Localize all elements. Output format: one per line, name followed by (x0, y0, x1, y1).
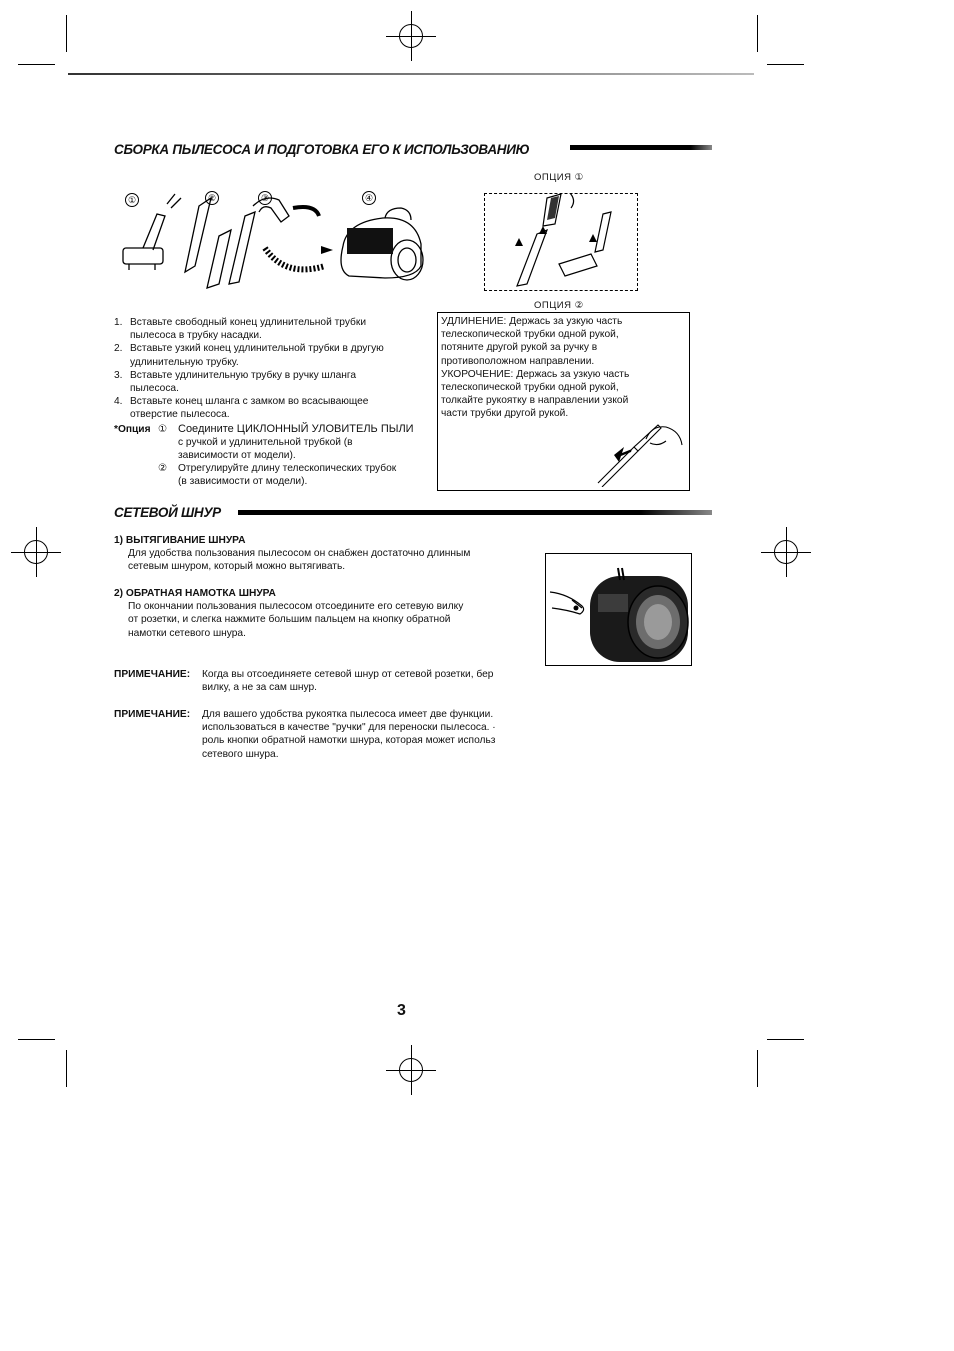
option2-caption: ОПЦИЯ ② (534, 300, 584, 311)
telescope-line: УДЛИНЕНИЕ: Держась за узкую часть (441, 316, 623, 327)
option-1-line2: с ручкой и удлинительной трубкой (в (178, 436, 353, 448)
note-2-label: ПРИМЕЧАНИЕ: (114, 709, 191, 720)
registration-mark-icon (774, 540, 798, 564)
telescope-instructions-box (437, 312, 690, 491)
crop-mark (767, 1039, 804, 1040)
cord-item-1-line: Для удобства пользования пылесосом он снабжен достаточно длинным (128, 548, 471, 560)
note-2-line: роль кнопки обратной намотки шнура, которая может использ (202, 735, 496, 747)
step-3: 3. Вставьте удлинительную трубку в ручку шланга (114, 369, 357, 381)
cord-rewind-illustration (545, 553, 692, 666)
telescope-line: толкайте рукоятку в направлении узкой (441, 395, 629, 407)
option-1: *Опция ① Соедините ЦИКЛОННЫЙ УЛОВИТЕЛЬ ПЫЛИ (114, 422, 414, 435)
section-title-assembly: СБОРКА ПЫЛЕСОСА И ПОДГОТОВКА ЕГО К ИСПОЛЬЗОВАНИЮ (114, 142, 530, 157)
telescope-line: противоположном направлении. (441, 355, 595, 367)
step-4: 4. Вставьте конец шланга с замком во всасывающее (114, 396, 369, 408)
figure-label: ④ (364, 193, 374, 203)
cord-item-2-line: По окончании пользования пылесосом отсоедините его сетевую вилку (128, 601, 464, 613)
page-number: 3 (397, 1002, 406, 1019)
figure-label: ③ (260, 193, 270, 203)
step-2-line2: удлинительную трубку. (130, 356, 239, 368)
cord-item-2 (114, 587, 463, 640)
heading-bar (238, 510, 712, 515)
note-2-line: сетевого шнура. (202, 748, 279, 760)
option1-caption: ОПЦИЯ ① (534, 172, 584, 183)
telescope-line: телескопической трубки одной рукой, (441, 329, 619, 341)
option-2-line2: (в зависимости от модели). (178, 476, 308, 488)
crop-mark (66, 1050, 67, 1087)
step-1-line2: пылесоса в трубку насадки. (130, 330, 262, 342)
crop-mark (66, 15, 67, 52)
cord-item-1-title: 1) ВЫТЯГИВАНИЕ ШНУРА (114, 535, 246, 546)
option-1-line3: зависимости от модели). (178, 450, 296, 462)
note-2 (114, 708, 540, 761)
telescope-hand-illustration (588, 417, 684, 487)
step-1: 1. Вставьте свободный конец удлинительной трубки (114, 317, 367, 328)
figure-label: ② (207, 193, 217, 203)
note-1-label: ПРИМЕЧАНИЕ: (114, 669, 191, 680)
step-3-line2: пылесоса. (130, 383, 179, 395)
registration-mark-icon (24, 540, 48, 564)
crop-mark (18, 64, 55, 65)
crop-mark (757, 15, 758, 52)
step-2: 2. Вставьте узкий конец удлинительной трубки в другую (114, 343, 384, 355)
telescope-line: потяните другой рукой за ручку в (441, 342, 598, 354)
note-1-line: Когда вы отсоединяете сетевой шнур от сетевой розетки, бер (202, 669, 494, 680)
note-1-line: вилку, а не за сам шнур. (202, 682, 318, 694)
registration-mark-icon (399, 24, 423, 48)
cord-item-2-line: намотки сетевого шнура. (128, 627, 246, 639)
crop-mark (767, 64, 804, 65)
cord-item-2-line: от розетки, и слегка нажмите большим пальцем на кнопку обратной (128, 614, 451, 626)
note-2-line: Для вашего удобства рукоятка пылесоса имеет две функции. (202, 709, 494, 720)
cord-item-1 (114, 534, 470, 574)
section-title-power-cord: СЕТЕВОЙ ШНУР (114, 505, 221, 520)
crop-mark (18, 1039, 55, 1040)
telescope-line: телескопической трубки одной рукой, (441, 382, 619, 394)
telescope-line: УКОРОЧЕНИЕ: Держась за узкую часть (441, 368, 630, 380)
heading-bar (570, 145, 712, 150)
crop-mark (757, 1050, 758, 1087)
top-rule (68, 73, 754, 75)
note-1 (114, 668, 540, 694)
cord-item-2-title: 2) ОБРАТНАЯ НАМОТКА ШНУРА (114, 588, 276, 599)
cord-item-1-line: сетевым шнуром, который можно вытягивать. (128, 561, 346, 573)
registration-mark-icon (399, 1058, 423, 1082)
assembly-steps (114, 316, 414, 489)
option1-figure (484, 193, 638, 291)
note-2-line: использоваться в качестве "ручки" для переноски пылесоса. · (202, 722, 496, 734)
step-4-line2: отверстие пылесоса. (130, 409, 230, 421)
telescope-line: части трубки другой рукой. (441, 408, 569, 420)
figure-label: ① (127, 195, 137, 205)
assembly-illustration (115, 186, 445, 296)
option-2: ② Отрегулируйте длину телескопических трубок (158, 463, 397, 475)
